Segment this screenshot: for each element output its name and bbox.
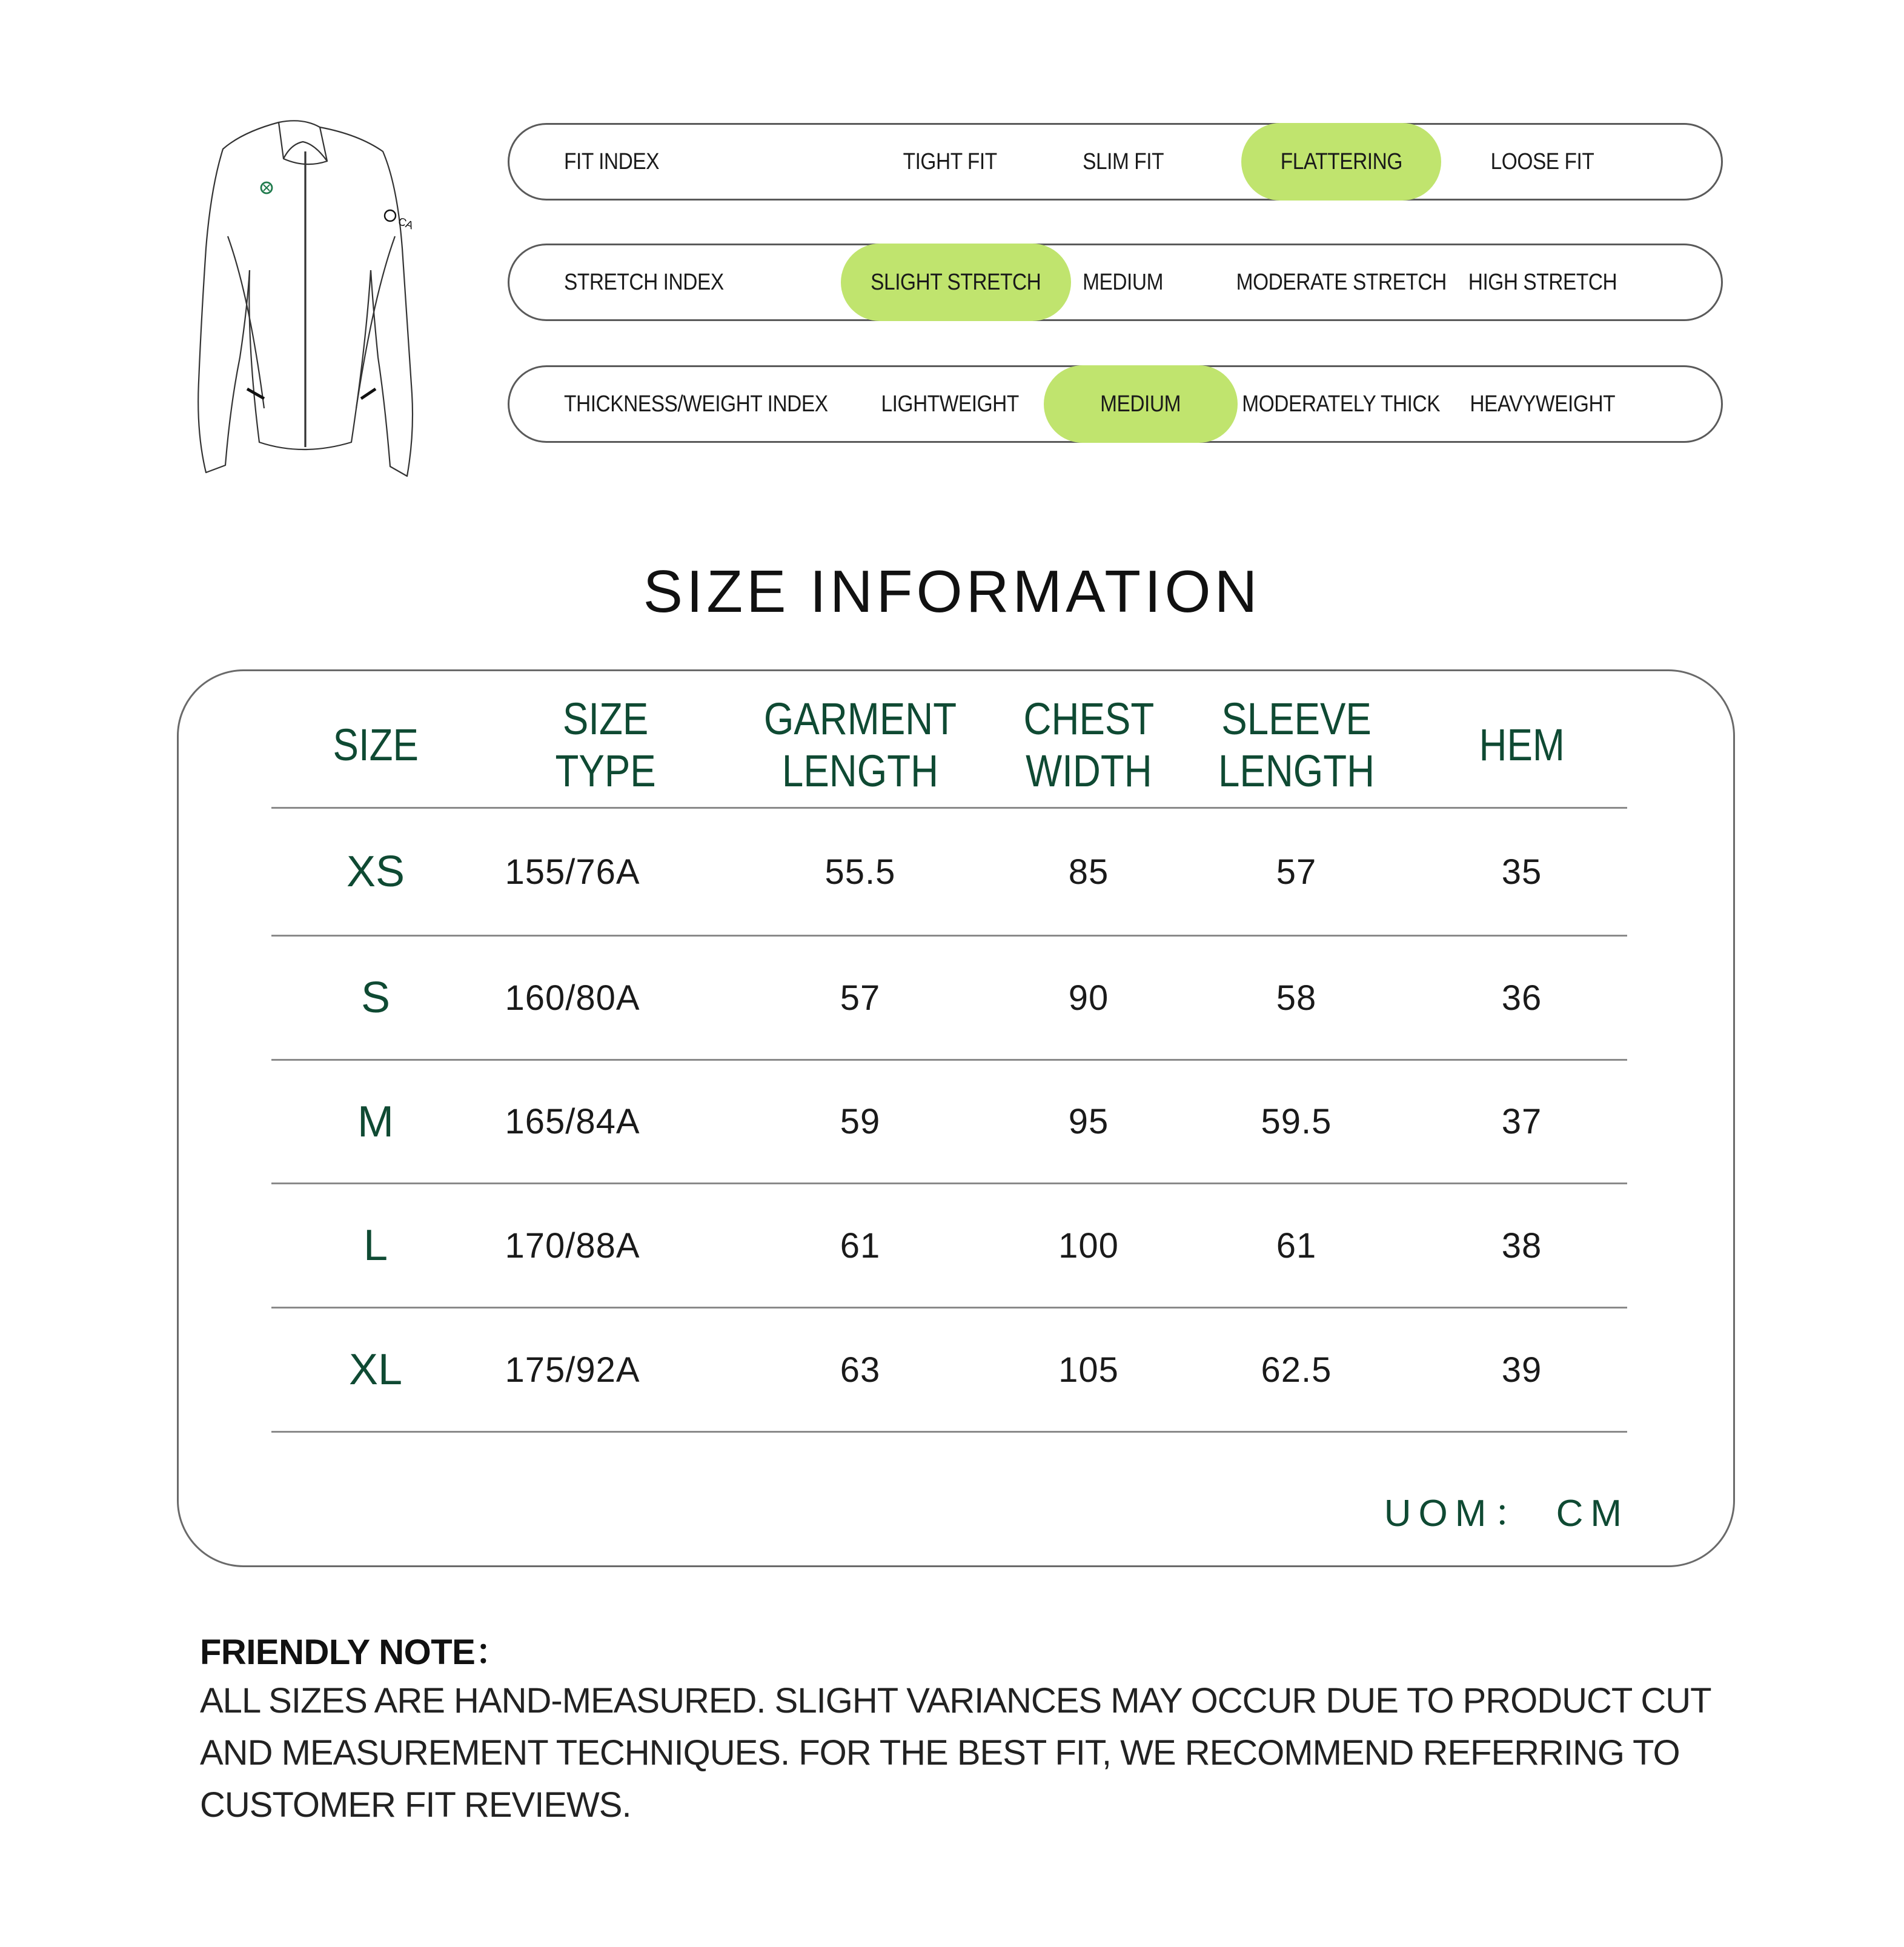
index-option: HIGH STRETCH: [1468, 269, 1617, 295]
table-cell: 39: [1501, 1350, 1542, 1390]
table-cell: 38: [1501, 1226, 1542, 1265]
column-header: HEM: [1479, 720, 1565, 770]
table-cell: 85: [1068, 852, 1109, 892]
table-cell: 61: [1276, 1226, 1317, 1265]
table-cell: 35: [1501, 852, 1542, 892]
table-cell: 62.5: [1261, 1350, 1332, 1390]
page-title: SIZE INFORMATION: [643, 558, 1261, 625]
table-cell: 61: [840, 1226, 881, 1265]
index-row-3: [508, 365, 1723, 443]
size-label: L: [363, 1221, 388, 1270]
index-option: LOOSE FIT: [1490, 148, 1594, 174]
index-row-2: [508, 244, 1723, 321]
index-option: SLIM FIT: [1083, 148, 1164, 174]
index-label: STRETCH INDEX: [564, 269, 724, 295]
table-cell: 59: [840, 1102, 881, 1141]
table-cell: 37: [1501, 1102, 1542, 1141]
note-body: ALL SIZES ARE HAND-MEASURED. SLIGHT VARIANCES MAY OCCUR DUE TO PRODUCT CUT AND MEASUREMENT TECHNIQUES. FOR THE BEST FIT, WE RECOMMEND REFERRING TO CUSTOMER FIT REVIEWS.: [200, 1681, 1711, 1825]
table-cell: 160/80A: [505, 978, 640, 1018]
table-cell: 58: [1276, 978, 1317, 1018]
index-option: TIGHT FIT: [903, 148, 997, 174]
index-option-selected: MEDIUM: [1044, 365, 1238, 443]
table-cell: 57: [1276, 852, 1317, 892]
unit-of-measure: UOM： CM: [1384, 1493, 1629, 1534]
table-cell: 175/92A: [505, 1350, 640, 1390]
index-label: THICKNESS/WEIGHT INDEX: [564, 391, 828, 417]
size-label: XS: [346, 847, 405, 896]
index-option: MODERATE STRETCH: [1236, 269, 1447, 295]
column-header: GARMENT LENGTH: [763, 694, 957, 796]
table-cell: 165/84A: [505, 1102, 640, 1141]
index-option-selected: SLIGHT STRETCH: [841, 244, 1071, 321]
table-cell: 57: [840, 978, 881, 1018]
note-title: FRIENDLY NOTE：: [200, 1633, 510, 1672]
table-cell: 90: [1068, 978, 1109, 1018]
size-label: S: [360, 973, 391, 1022]
table-cell: 59.5: [1261, 1102, 1332, 1141]
table-cell: 95: [1068, 1102, 1109, 1141]
table-cell: 105: [1058, 1350, 1119, 1390]
index-option: MODERATELY THICK: [1242, 391, 1441, 417]
column-header: CHEST WIDTH: [1023, 694, 1154, 796]
column-header: SIZE TYPE: [555, 694, 657, 796]
index-label: FIT INDEX: [564, 148, 660, 174]
index-row-1: [508, 123, 1723, 201]
table-cell: 36: [1501, 978, 1542, 1018]
column-header: SIZE: [333, 720, 419, 770]
jacket-illustration: [194, 115, 436, 491]
size-label: XL: [348, 1345, 403, 1394]
table-divider: [271, 1431, 1627, 1433]
table-cell: 100: [1058, 1226, 1119, 1265]
size-label: M: [357, 1097, 394, 1146]
table-cell: 63: [840, 1350, 881, 1390]
column-header: SLEEVE LENGTH: [1218, 694, 1375, 796]
index-option: MEDIUM: [1083, 269, 1164, 295]
index-option: LIGHTWEIGHT: [881, 391, 1019, 417]
table-cell: 55.5: [824, 852, 896, 892]
table-cell: 170/88A: [505, 1226, 640, 1265]
table-cell: 155/76A: [505, 852, 640, 892]
index-option-selected: FLATTERING: [1241, 123, 1441, 201]
index-option: HEAVYWEIGHT: [1470, 391, 1615, 417]
sleeve-logo-text: CA: [396, 214, 415, 232]
